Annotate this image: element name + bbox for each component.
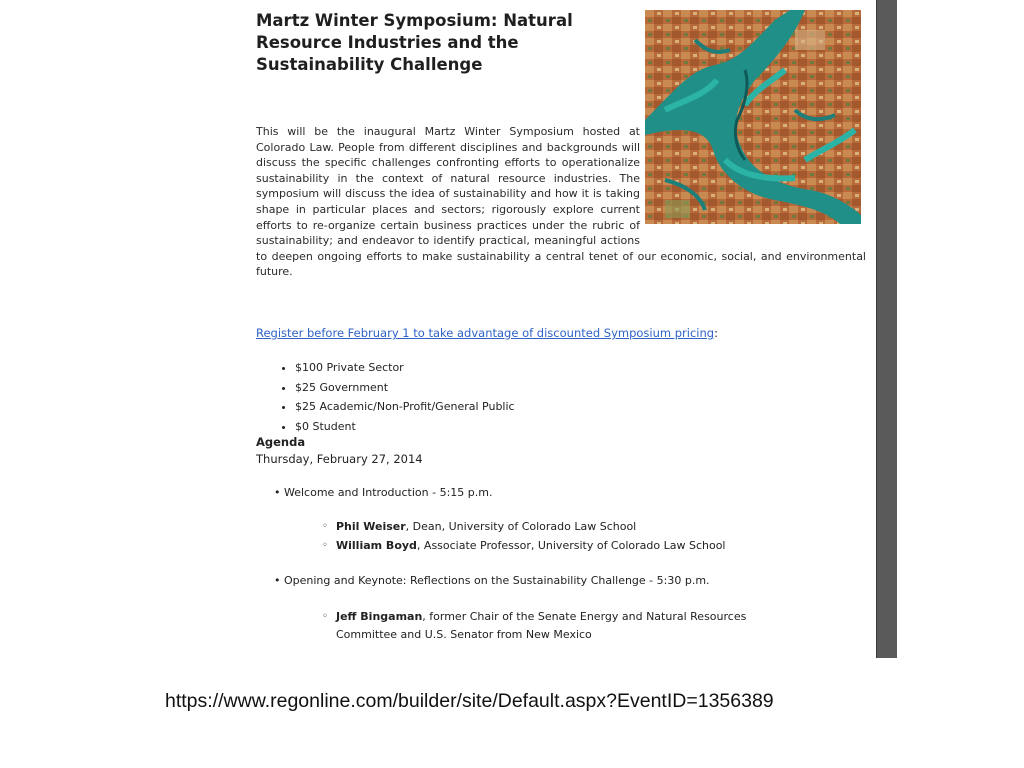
- register-line: [256, 326, 718, 340]
- price-item: • $25 Government: [295, 378, 515, 398]
- page-title: [256, 10, 636, 76]
- speaker-name: Phil Weiser: [336, 520, 406, 533]
- intro-text: This will be the inaugural Martz Winter Symposium hosted at Colorado Law. People from different disciplines and backgrounds will discuss the specific challenges confronting efforts to operationalize sustainability in the context of natural resource industries. The symposium will discuss the idea of sustainability and how it is taking shape in particular places and sectors; rigorously explore current efforts to re-organize certain business practices under the rubric of sustainability; and endeavor to identify practical, meaningful actions to deepen ongoing efforts to make sustainability a central tenet of our economic, social, and environmental future.: [256, 125, 866, 279]
- speaker-role: , former Chair of the Senate Energy and Natural Resources Committee and U.S. Senator from New Mexico: [336, 610, 747, 641]
- speaker-item: [336, 518, 816, 536]
- speaker-name: Jeff Bingaman: [336, 610, 423, 623]
- price-item: • $0 Student: [295, 417, 515, 437]
- title-line-2: Resource Industries and the: [256, 33, 519, 52]
- agenda-date: Thursday, February 27, 2014: [256, 452, 423, 466]
- agenda-heading: Agenda: [256, 435, 306, 449]
- scrollbar[interactable]: [876, 0, 897, 658]
- title-line-3: Sustainability Challenge: [256, 55, 483, 74]
- speaker-item: [336, 537, 816, 555]
- register-link[interactable]: Register before February 1 to take advantage of discounted Symposium pricing: [256, 326, 715, 340]
- caption-url[interactable]: https://www.regonline.com/builder/site/Default.aspx?EventID=1356389: [165, 690, 774, 712]
- price-list: [278, 358, 515, 436]
- title-line-1: Martz Winter Symposium: Natural: [256, 11, 573, 30]
- speaker-role: , Associate Professor, University of Colorado Law School: [416, 539, 726, 552]
- register-suffix: :: [714, 326, 718, 340]
- speaker-role: , Dean, University of Colorado Law School: [405, 520, 637, 533]
- intro-paragraph: [256, 124, 866, 280]
- speaker-item: [336, 608, 806, 644]
- agenda-item-welcome: • Welcome and Introduction - 5:15 p.m.: [284, 486, 492, 499]
- speaker-name: William Boyd: [336, 539, 417, 552]
- agenda-item-keynote: • Opening and Keynote: Reflections on the Sustainability Challenge - 5:30 p.m.: [284, 574, 710, 587]
- webpage-screenshot: [248, 0, 876, 658]
- price-item: • $100 Private Sector: [295, 358, 515, 378]
- price-item: • $25 Academic/Non-Profit/General Public: [295, 397, 515, 417]
